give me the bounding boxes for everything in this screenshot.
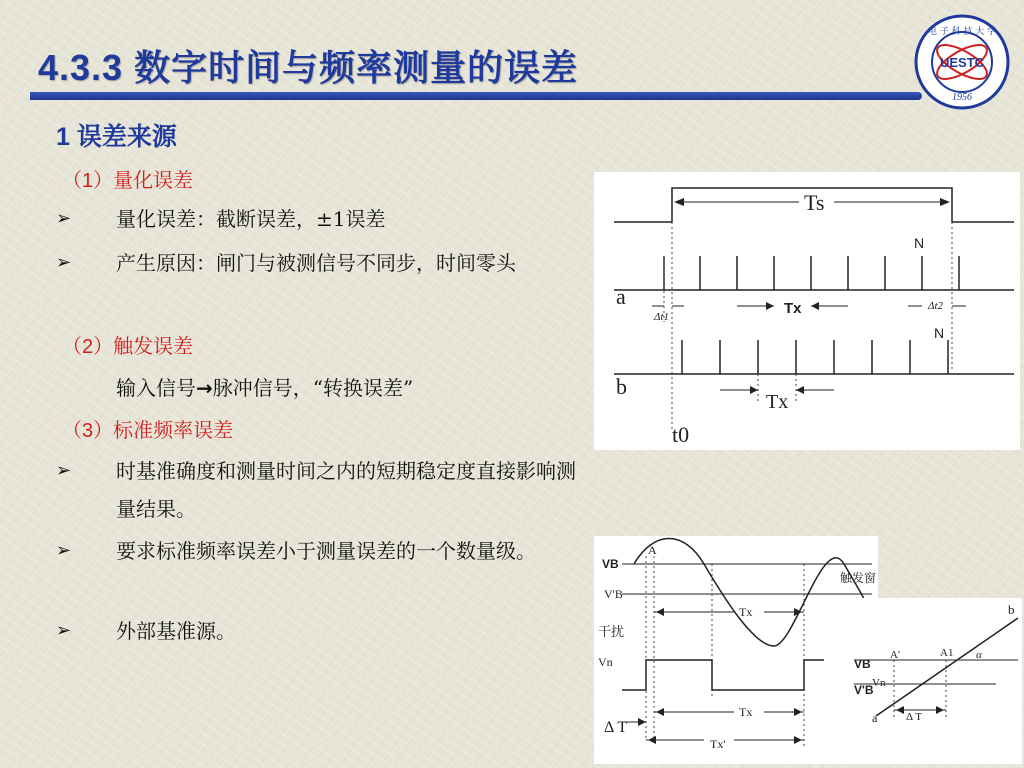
logo-text-top: 电 子 科 技 大 学 xyxy=(927,27,997,37)
label-tx-prime: Tx' xyxy=(710,737,726,751)
section-heading: 1 误差来源 xyxy=(56,123,177,151)
label-vb: VB xyxy=(602,557,619,571)
logo-year: 1956 xyxy=(952,92,972,103)
list-item xyxy=(56,452,576,528)
subheading-label: 触发误差 xyxy=(113,334,194,358)
label-dt2: Δt2 xyxy=(928,300,944,312)
label-n-b: N xyxy=(934,325,945,341)
logo-abbr: UESTC xyxy=(939,55,985,70)
arrow-right-icon: → xyxy=(196,376,213,400)
label-dt1: Δt1 xyxy=(654,311,670,323)
conversion-after: 脉冲信号，“转换误差” xyxy=(212,376,414,400)
label-alpha: α xyxy=(976,649,982,661)
list-item-text: 时基准确度和测量时间之内的短期稳定度直接影响测量结果。 xyxy=(116,459,576,521)
conversion-before: 输入信号 xyxy=(116,376,196,400)
label-tx-b: Tx xyxy=(766,391,789,413)
conversion-note xyxy=(116,372,413,401)
label-a-prime: A' xyxy=(890,649,900,661)
label-vn: Vn xyxy=(598,655,613,669)
bullet-arrow-icon: ➢ xyxy=(56,460,72,481)
label-a-line: a xyxy=(872,711,878,725)
label-n-top: N xyxy=(914,235,925,251)
timing-diagram-quantization xyxy=(594,172,1020,450)
list-item-text: 产生原因：闸门与被测信号不同步，时间零头 xyxy=(116,251,516,275)
label-tx-a: Tx xyxy=(784,300,802,317)
trigger-slope-diagram xyxy=(846,598,1022,764)
subheading-label: 标准频率误差 xyxy=(113,418,234,442)
label-ts: Ts xyxy=(804,190,825,215)
page-title: 4.3.3 数字时间与频率测量的误差 xyxy=(38,47,579,88)
label-delta-t: Δ T xyxy=(604,719,628,736)
bullet-arrow-icon: ➢ xyxy=(56,252,72,273)
subheading-number: （2） xyxy=(62,336,114,358)
subheading-number: （1） xyxy=(62,170,114,192)
list-item-text: 外部基准源。 xyxy=(116,619,236,643)
list-item-text: 要求标准频率误差小于测量误差的一个数量级。 xyxy=(116,539,536,563)
label-vb-prime-slope: V'B xyxy=(854,683,874,697)
bullet-arrow-icon: ➢ xyxy=(56,540,72,561)
list-item-text: 量化误差：截断误差，±1误差 xyxy=(116,207,386,231)
label-b: b xyxy=(616,374,627,399)
label-a: a xyxy=(616,284,626,309)
subheading-quantization xyxy=(62,164,193,193)
list-item xyxy=(56,612,576,650)
label-interference: 干扰 xyxy=(598,624,625,639)
bullet-arrow-icon: ➢ xyxy=(56,208,72,229)
label-a-point: A xyxy=(648,543,657,557)
university-logo xyxy=(914,14,1010,110)
title-underline xyxy=(30,92,922,100)
label-vb-slope: VB xyxy=(854,657,871,671)
label-trigger-window: 触发窗 xyxy=(840,571,877,585)
label-b-line: b xyxy=(1008,602,1015,617)
label-t0: t0 xyxy=(672,422,690,447)
label-vn-slope: Vn xyxy=(872,677,886,689)
trigger-error-diagram xyxy=(594,536,878,764)
label-delta-t-slope: Δ T xyxy=(906,711,922,723)
list-item xyxy=(56,244,576,282)
bullet-arrow-icon: ➢ xyxy=(56,620,72,641)
list-item xyxy=(56,532,576,570)
label-tx-bottom: Tx xyxy=(739,705,753,719)
list-item xyxy=(56,200,576,238)
subheading-trigger xyxy=(62,330,193,359)
label-a1: A1 xyxy=(940,647,954,659)
label-tx-top: Tx xyxy=(739,605,753,619)
subheading-number: （3） xyxy=(62,420,114,442)
label-vb-prime: V'B xyxy=(604,587,623,601)
subheading-label: 量化误差 xyxy=(113,168,194,192)
subheading-standard-frequency xyxy=(62,414,233,443)
